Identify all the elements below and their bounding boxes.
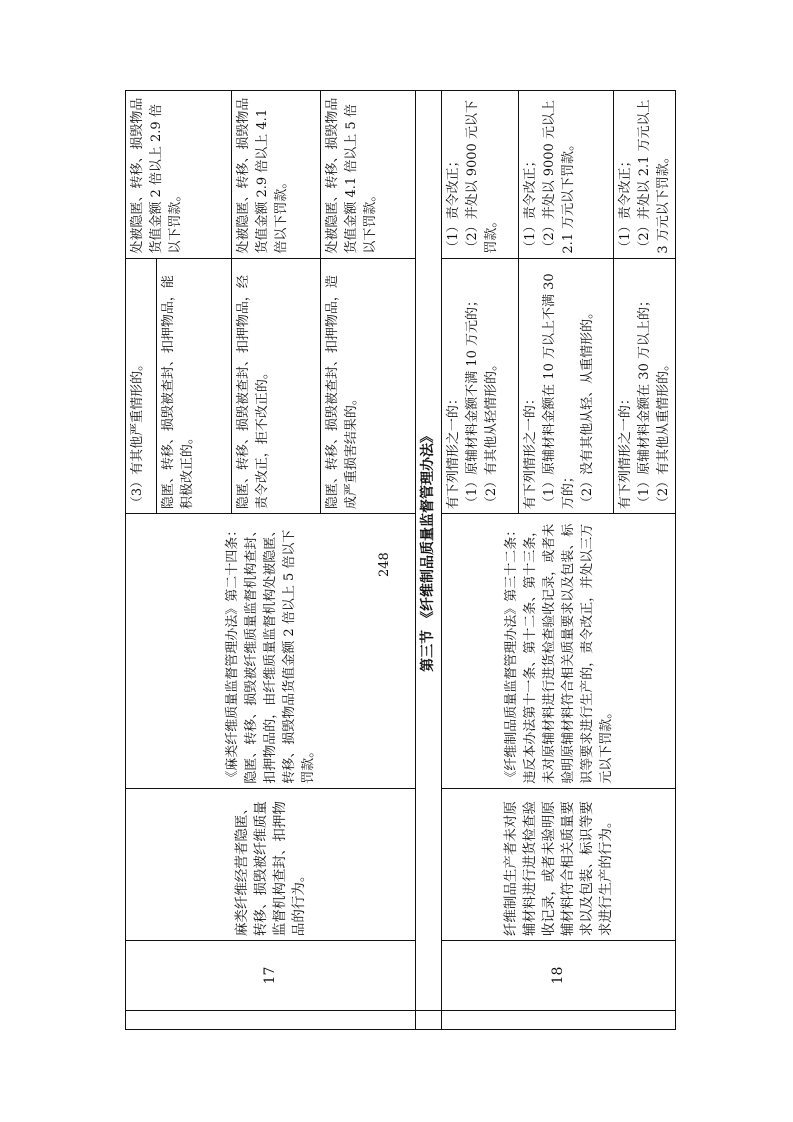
violation-behavior: 纤维制品生产者未对原辅材料进行进货检查验收记录，或者未验明原辅材料符合相关质量要求以及包装、标识等要求进行生产的行为。 bbox=[442, 788, 676, 940]
situation-line: 有下列情形之一的： bbox=[523, 392, 538, 510]
penalty-cell bbox=[613, 91, 675, 258]
situation-line: （1）原辅材料金额在 10 万以上不满 30 万的； bbox=[542, 273, 576, 510]
penalty-column bbox=[442, 91, 676, 259]
table-row-18 bbox=[442, 91, 676, 1030]
margin-cell bbox=[442, 1010, 676, 1029]
penalty-line: （2）并处以 9000 元以上 2.1 万元以下罚款。 bbox=[542, 100, 576, 254]
section-title: 第三节 《纤维制品质量监督管理办法》 bbox=[416, 91, 442, 1011]
situation-line: （2）有其他从重情形的。 bbox=[656, 357, 671, 510]
margin-cell bbox=[416, 1010, 442, 1029]
situation-line: （2）没有其他从轻、从重情形的。 bbox=[580, 305, 595, 510]
section-header-row bbox=[416, 91, 442, 1030]
situation-cell: 隐匿、转移、损毁被查封、扣押物品，能积极改正的。 bbox=[156, 259, 231, 513]
penalty-cell: 处被隐匿、转移、损毁物品货值金额 2.9 倍以上 4.1 倍以下罚款。 bbox=[231, 91, 320, 258]
penalty-column bbox=[126, 91, 416, 259]
penalty-line: （1）责令改正； bbox=[523, 154, 538, 254]
penalty-line: （2）并处以 2.1 万元以上 3 万元以下罚款。 bbox=[637, 99, 671, 254]
penalty-line: （1）责令改正； bbox=[446, 154, 461, 254]
margin-cell bbox=[126, 1010, 416, 1029]
situation-line: 有下列情形之一的： bbox=[446, 392, 461, 510]
row-number: 18 bbox=[442, 941, 676, 1011]
page-number: 248 bbox=[377, 552, 392, 577]
situation-line: 有下列情形之一的： bbox=[618, 392, 633, 510]
violation-behavior: 麻类纤维经营者隐匿、转移、损毁被纤维质量监督机构查封、扣押物品的行为。 bbox=[126, 788, 416, 940]
situation-cell: 隐匿、转移、损毁被查封、扣押物品，经责令改正，拒不改正的。 bbox=[231, 259, 320, 513]
legal-basis: 《麻类纤维质量监督管理办法》第二十四条：隐匿、转移、损毁被纤维质量监督机构查封、扣押物品的，由纤维质量监督机构处被隐匿、转移、损毁物品货值金额 2 倍以上 5 倍以下罚款。 bbox=[126, 514, 416, 789]
table-row-17 bbox=[126, 91, 416, 1030]
situation-cell: （3）有其他严重情形的。 bbox=[130, 357, 145, 510]
situation-column bbox=[126, 258, 416, 513]
situation-cell bbox=[613, 259, 675, 513]
penalty-line: （2）并处以 9000 元以下罚款。 bbox=[465, 100, 499, 254]
row-number: 17 bbox=[126, 941, 416, 1011]
penalty-cell: 处被隐匿、转移、损毁物品货值金额 2 倍以上 2.9 倍以下罚款。 bbox=[130, 97, 183, 254]
situation-line: （1）原辅材料金额不满 10 万元的； bbox=[465, 294, 480, 510]
penalty-cell bbox=[442, 91, 518, 258]
penalty-cell bbox=[518, 91, 613, 258]
penalty-line: （1）责令改正； bbox=[618, 154, 633, 254]
situation-cell: 隐匿、转移、损毁被查封、扣押物品，造成严重损害结果的。 bbox=[320, 259, 415, 513]
situation-line: （2）有其他从轻情形的。 bbox=[484, 357, 499, 510]
legal-basis: 《纤维制品质量监督管理办法》第三十二条：违反本办法第十一条、第十二条、第十三条，未对原辅材料进行进货检查验收记录，或者未验明原辅材料符合相关质量要求以及包装、标识等要求进行生产的，责令改正，并处以三万元以下罚款。 bbox=[442, 514, 676, 789]
situation-cell bbox=[442, 259, 518, 513]
situation-column bbox=[442, 258, 676, 513]
situation-cell bbox=[518, 259, 613, 513]
situation-line: （1）原辅材料金额在 30 万以上的； bbox=[637, 294, 652, 510]
penalty-cell: 处被隐匿、转移、损毁物品货值金额 4.1 倍以上 5 倍以下罚款。 bbox=[320, 91, 415, 258]
